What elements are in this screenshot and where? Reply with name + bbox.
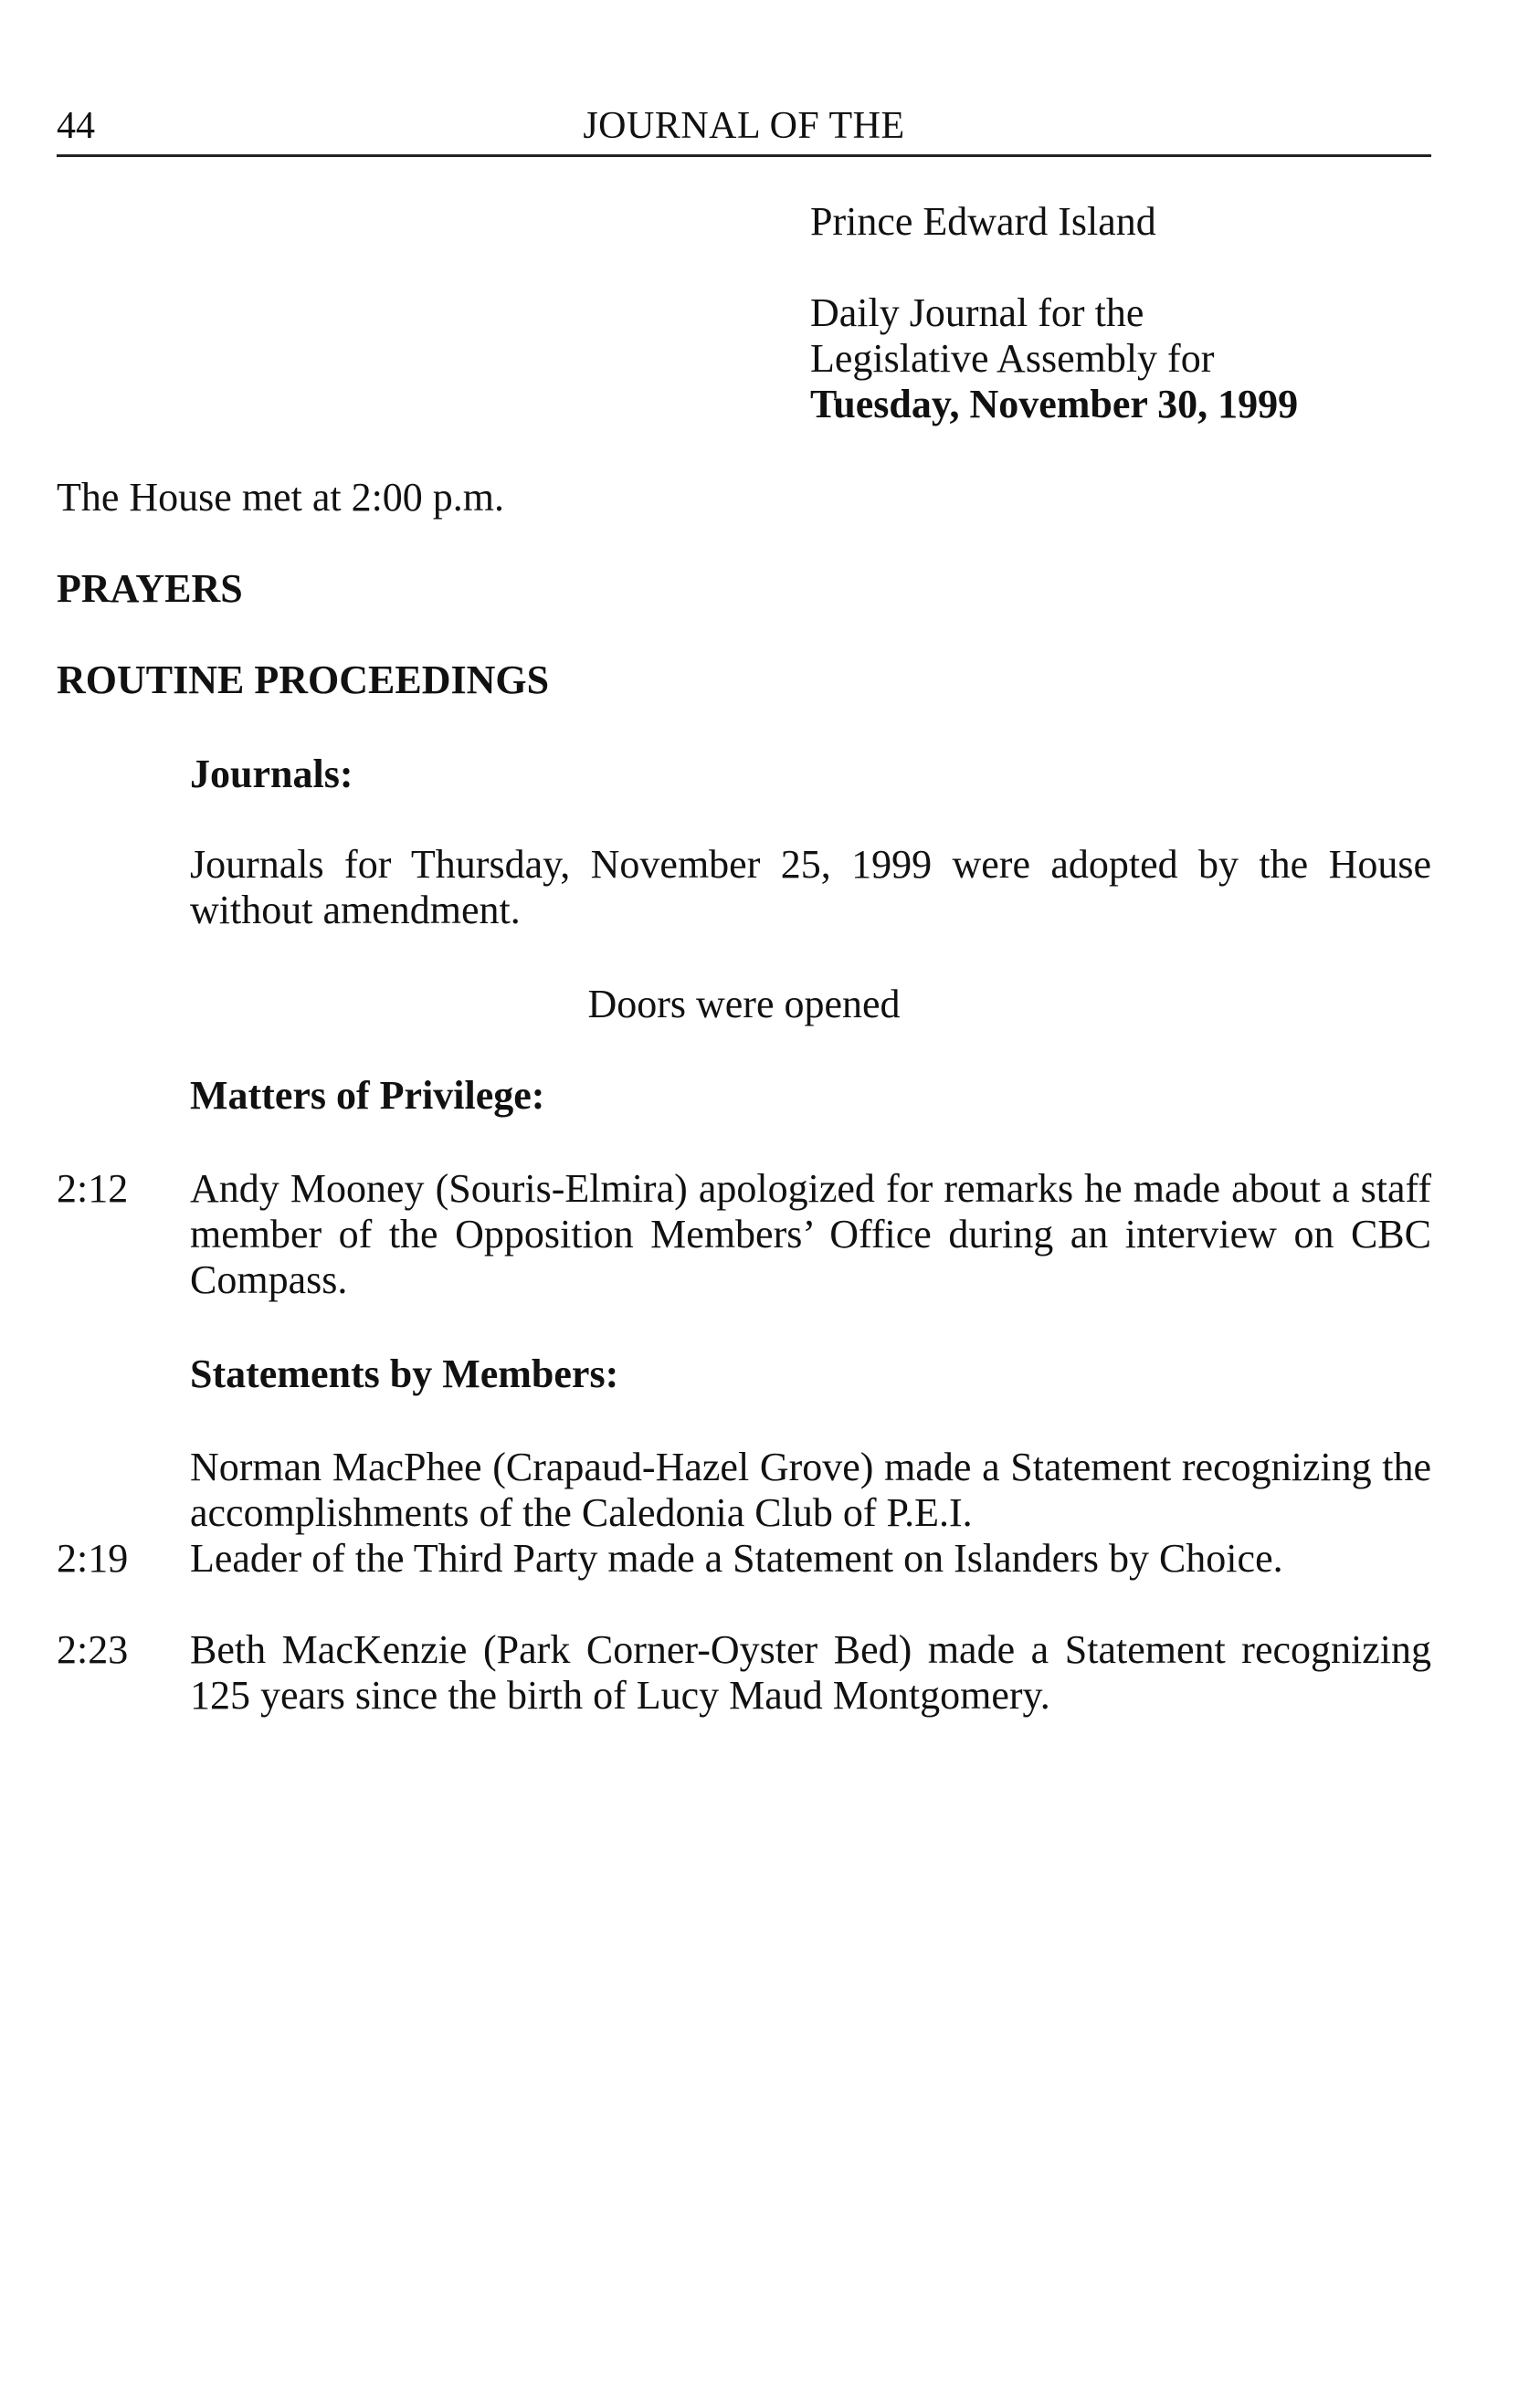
statement-item: Beth MacKenzie (Park Corner-Oyster Bed) made a Statement recognizing 125 years since the birth of Lucy Maud Montgomery. <box>190 1627 1431 1718</box>
journal-title-line-2: Legislative Assembly for <box>810 336 1215 381</box>
statements-heading: Statements by Members: <box>190 1351 619 1396</box>
privilege-heading: Matters of Privilege: <box>190 1073 545 1118</box>
section-prayers: PRAYERS <box>57 566 243 611</box>
page-number: 44 <box>57 105 95 147</box>
statement-item: Leader of the Third Party made a Statement on Islanders by Choice. <box>190 1536 1283 1581</box>
statement-item: Norman MacPhee (Crapaud-Hazel Grove) made a Statement recognizing the accomplishments of the Caledonia Club of P.E.I. <box>190 1445 1431 1535</box>
opening-statement: The House met at 2:00 p.m. <box>57 475 505 520</box>
journal-title-line-1: Daily Journal for the <box>810 290 1144 335</box>
journals-heading: Journals: <box>190 752 353 796</box>
privilege-text: Andy Mooney (Souris-Elmira) apologized for remarks he made about a staff member of the Opposition Members’ Office during an interview on CBC Compass. <box>190 1166 1431 1302</box>
statement-time: 2:23 <box>57 1627 129 1672</box>
province-name: Prince Edward Island <box>810 199 1156 244</box>
page-header <box>57 96 1431 157</box>
running-head: JOURNAL OF THE <box>583 105 905 147</box>
statement-time: 2:19 <box>57 1536 129 1581</box>
journals-text: Journals for Thursday, November 25, 1999 were adopted by the House without amendment. <box>190 842 1431 932</box>
privilege-time: 2:12 <box>57 1166 129 1211</box>
section-routine-proceedings: ROUTINE PROCEEDINGS <box>57 657 550 702</box>
sitting-date: Tuesday, November 30, 1999 <box>810 382 1299 426</box>
doors-opened-note: Doors were opened <box>587 982 901 1026</box>
title-block <box>810 199 1450 427</box>
